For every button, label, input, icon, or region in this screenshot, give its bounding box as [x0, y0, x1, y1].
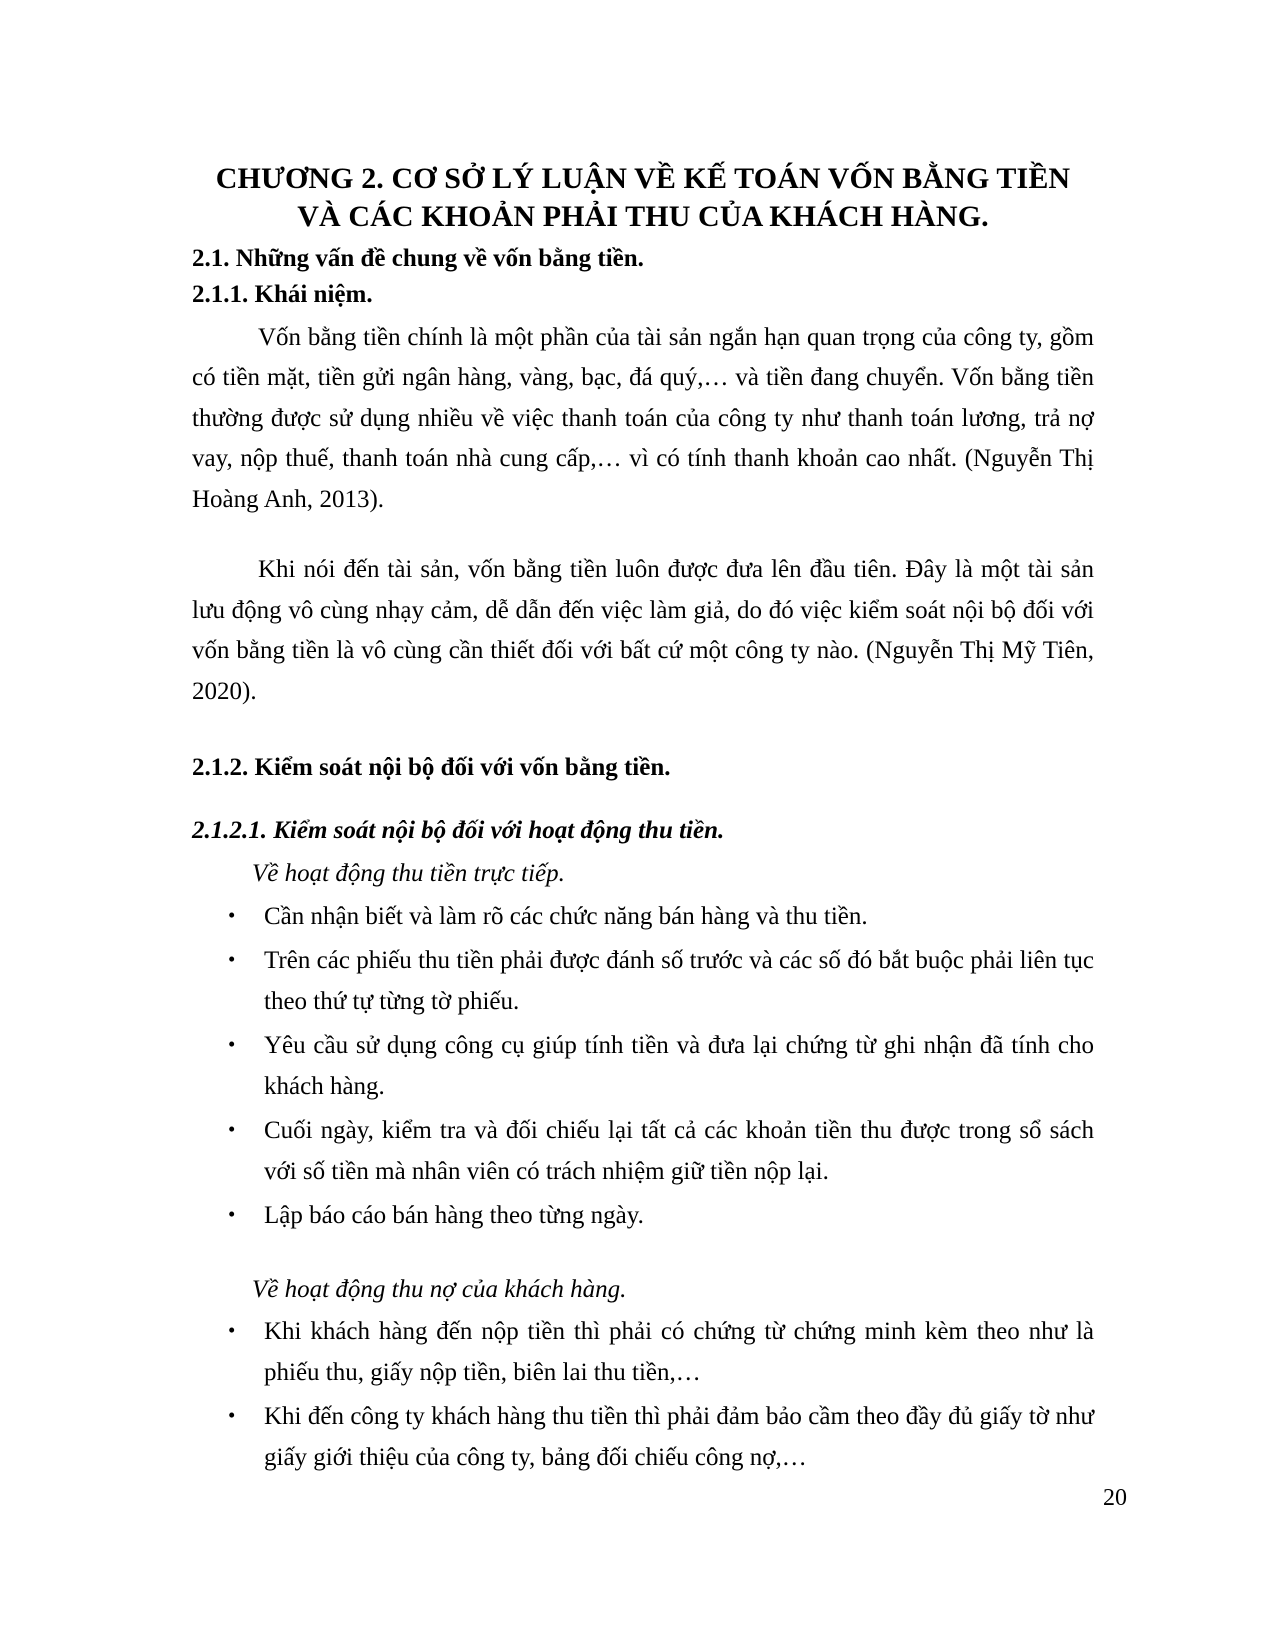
list-item: • Cuối ngày, kiểm tra và đối chiếu lại tất cả các khoản tiền thu được trong sổ sách với số tiền mà nhân viên có trách nhiệm giữ tiền nộp lại.: [192, 1111, 1094, 1192]
heading-2-1: 2.1. Những vấn đề chung về vốn bằng tiền.: [192, 244, 644, 272]
list-item: • Khi đến công ty khách hàng thu tiền thì phải đảm bảo cầm theo đầy đủ giấy tờ như giấy giới thiệu của công ty, bảng đối chiếu công nợ,…: [192, 1397, 1094, 1478]
chapter-title-line-1: CHƯƠNG 2. CƠ SỞ LÝ LUẬN VỀ KẾ TOÁN VỐN BẰNG TIỀN: [215, 162, 1071, 195]
list-item: • Yêu cầu sử dụng công cụ giúp tính tiền và đưa lại chứng từ ghi nhận đã tính cho khách hàng.: [192, 1026, 1094, 1107]
chapter-title: [192, 160, 1094, 237]
paragraph-khai-niem-2: Khi nói đến tài sản, vốn bằng tiền luôn được đưa lên đầu tiên. Đây là một tài sản lưu động vô cùng nhạy cảm, dễ dẫn đến việc làm giả, do đó việc kiểm soát nội bộ đối với vốn bằng tiền là vô cùng cần thiết đối với bất cứ một công ty nào. (Nguyễn Thị Mỹ Tiên, 2020).: [192, 556, 1094, 705]
list-item: • Lập báo cáo bán hàng theo từng ngày.: [192, 1196, 1094, 1237]
paragraph-khai-niem-1: Vốn bằng tiền chính là một phần của tài sản ngắn hạn quan trọng của công ty, gồm có tiền mặt, tiền gửi ngân hàng, vàng, bạc, đá quý,… và tiền đang chuyển. Vốn bằng tiền thường được sử dụng nhiều về việc thanh toán của công ty như thanh toán lương, trả nợ vay, nộp thuế, thanh toán nhà cung cấp,… vì có tính thanh khoản cao nhất. (Nguyễn Thị Hoàng Anh, 2013).: [192, 323, 1094, 513]
bullet-list-direct-collection: [192, 897, 1094, 1237]
list-item: • Trên các phiếu thu tiền phải được đánh số trước và các số đó bắt buộc phải liên tục theo thứ tự từng tờ phiếu.: [192, 941, 1094, 1022]
page-number: 20: [1103, 1485, 1127, 1511]
heading-2-1-2-1: 2.1.2.1. Kiểm soát nội bộ đối với hoạt động thu tiền.: [192, 816, 725, 844]
list-item: • Khi khách hàng đến nộp tiền thì phải có chứng từ chứng minh kèm theo như là phiếu thu, giấy nộp tiền, biên lai thu tiền,…: [192, 1312, 1094, 1393]
list-item: • Cần nhận biết và làm rõ các chức năng bán hàng và thu tiền.: [192, 897, 1094, 938]
subheading-debt-collection: Về hoạt động thu nợ của khách hàng.: [252, 1275, 627, 1303]
page-content: [192, 160, 1094, 1478]
subheading-direct-collection: Về hoạt động thu tiền trực tiếp.: [252, 860, 565, 888]
chapter-title-line-2: VÀ CÁC KHOẢN PHẢI THU CỦA KHÁCH HÀNG.: [297, 200, 989, 234]
heading-2-1-1: 2.1.1. Khái niệm.: [192, 281, 373, 309]
heading-2-1-2: 2.1.2. Kiểm soát nội bộ đối với vốn bằng tiền.: [192, 754, 671, 782]
bullet-list-debt-collection: [192, 1312, 1094, 1478]
